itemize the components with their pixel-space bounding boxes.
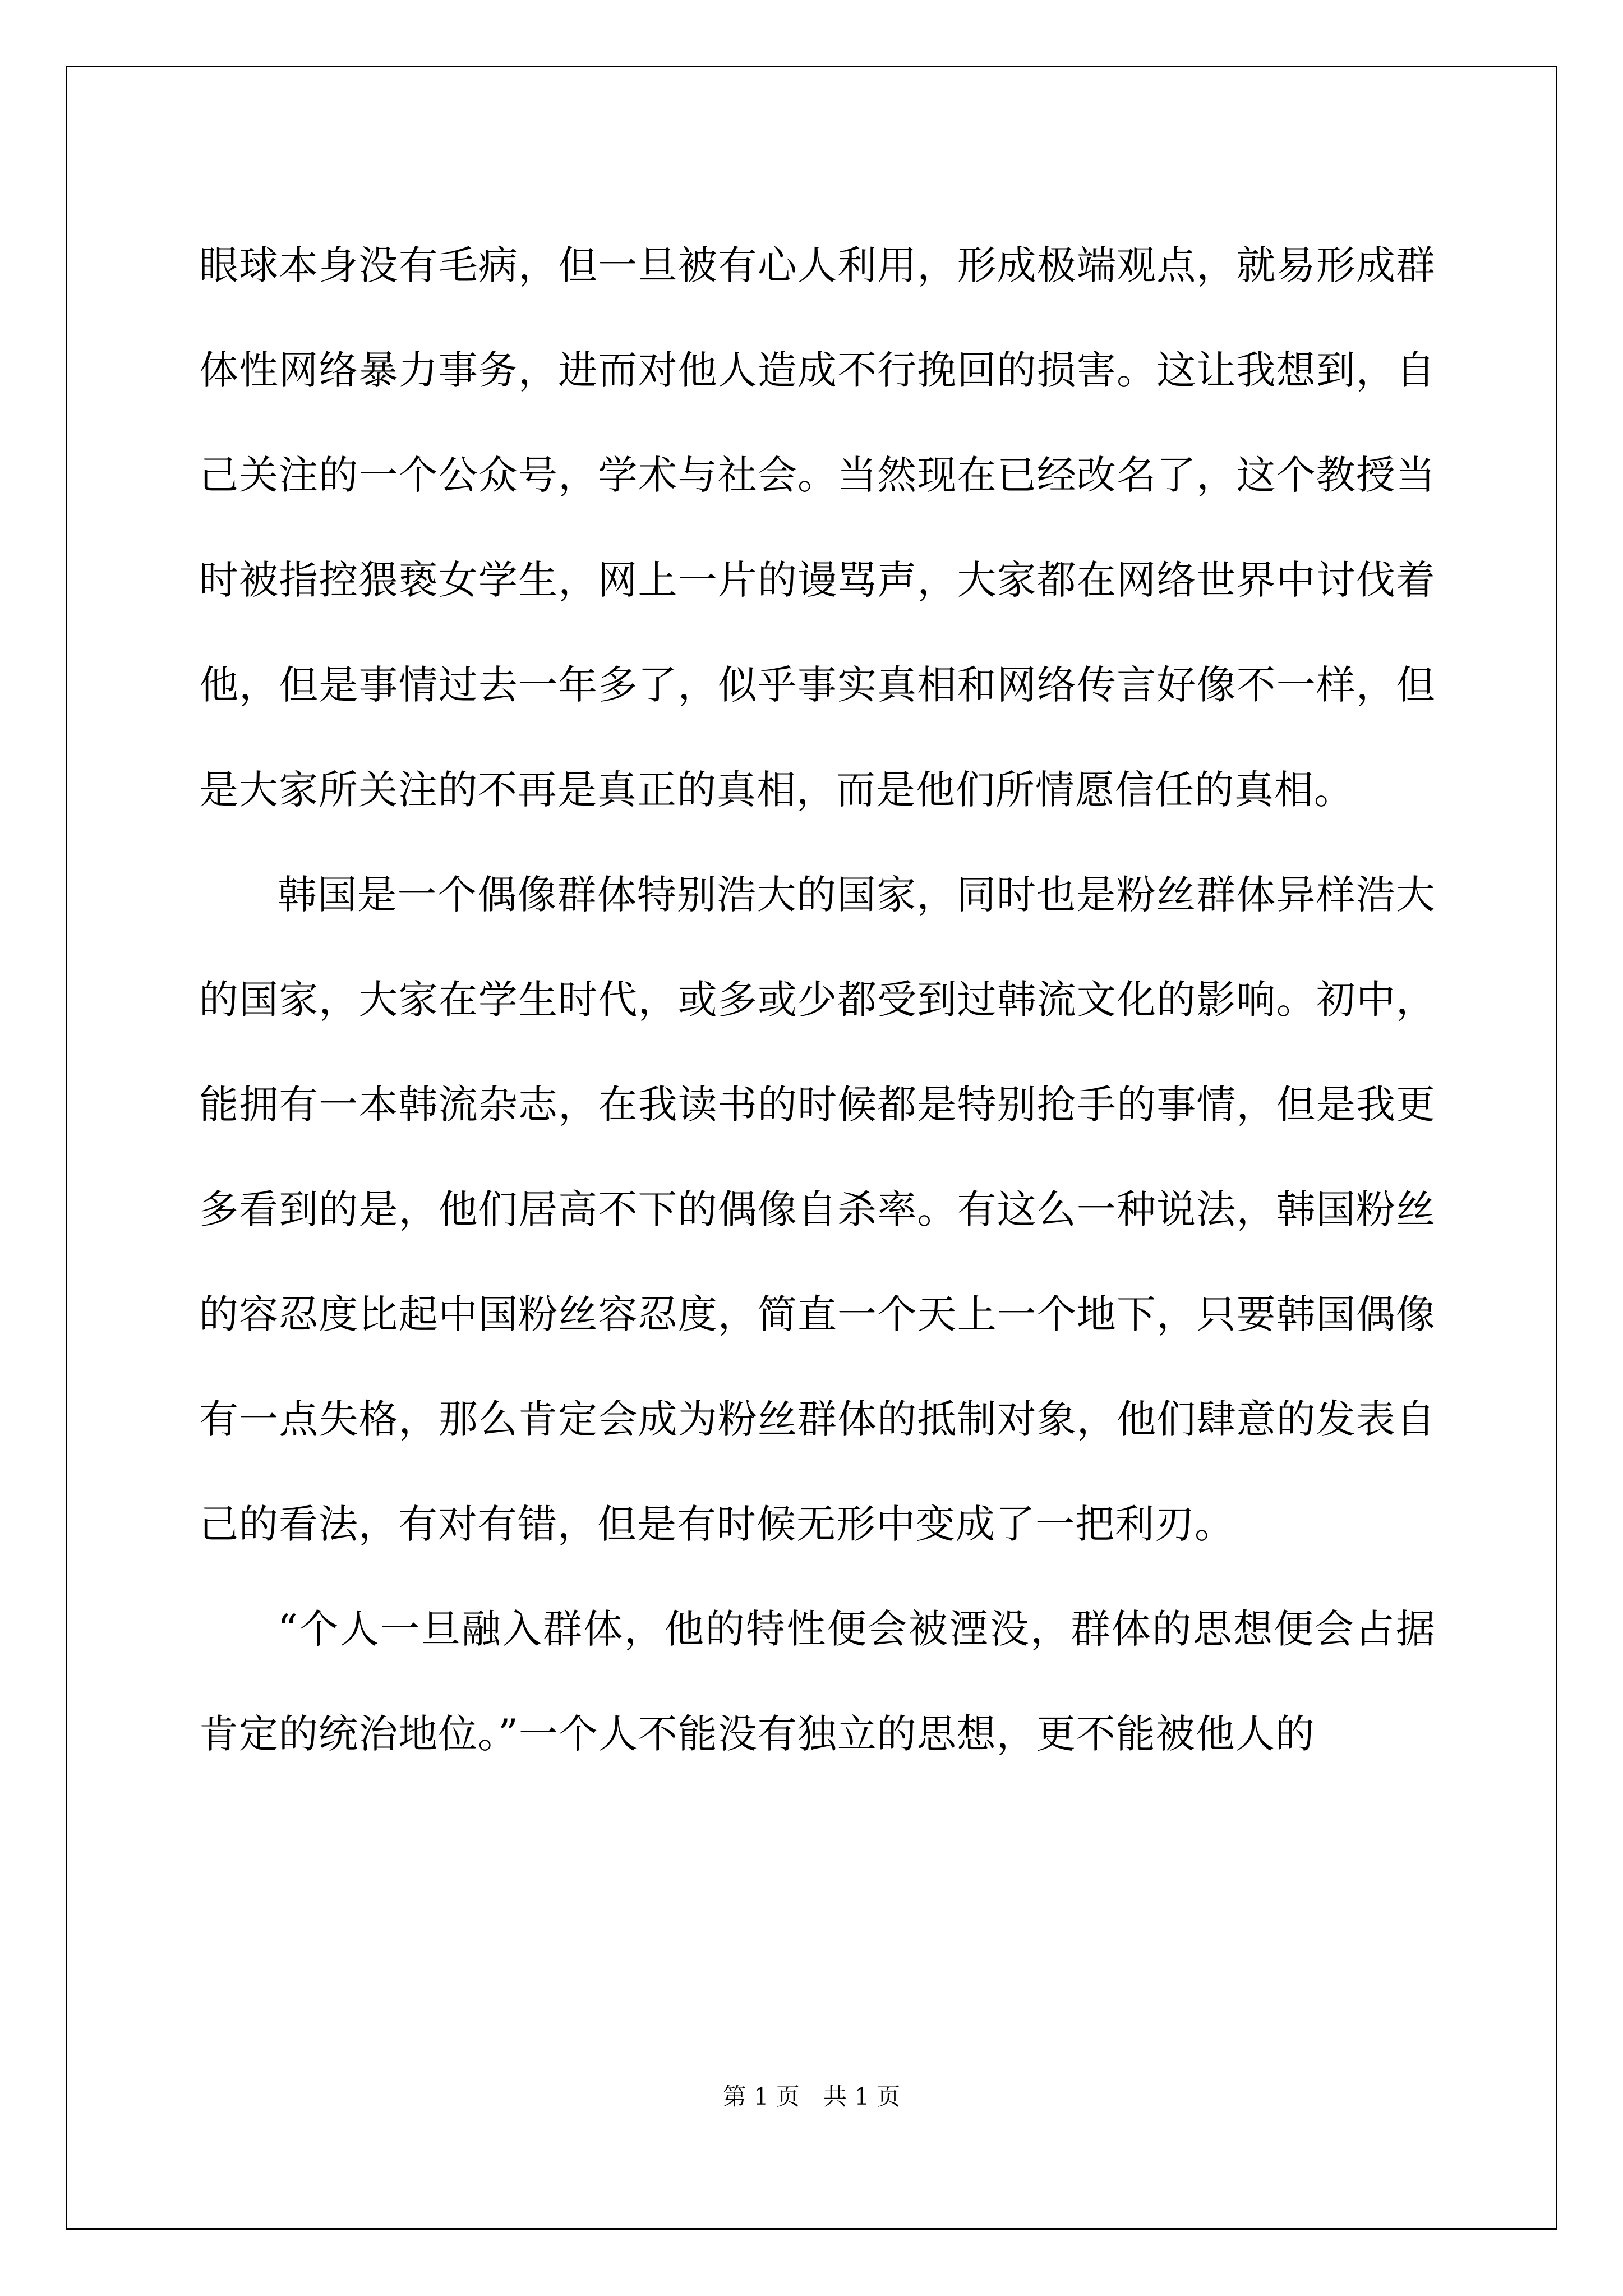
document-body <box>199 213 1436 1787</box>
page-footer: 第 1 页 共 1 页 <box>722 2083 901 2110</box>
paragraph-1: 眼球本身没有毛病，但一旦被有心人利用，形成极端观点，就易形成群体性网络暴力事务，进而对他人造成不行挽回的损害。这让我想到，自己关注的一个公众号，学术与社会。当然现在已经改名了，这个教授当时被指控猥亵女学生，网上一片的谩骂声，大家都在网络世界中讨伐着他，但是事情过去一年多了，似乎事实真相和网络传言好像不一样，但是大家所关注的不再是真正的真相，而是他们所情愿信任的真相。 <box>199 242 1436 813</box>
paragraph-2: 韩国是一个偶像群体特别浩大的国家，同时也是粉丝群体异样浩大的国家，大家在学生时代，或多或少都受到过韩流文化的影响。初中，能拥有一本韩流杂志，在我读书的时候都是特别抢手的事情，但是我更多看到的是，他们居高不下的偶像自杀率。有这么一种说法，韩国粉丝的容忍度比起中国粉丝容忍度，简直一个天上一个地下，只要韩国偶像有一点失格，那么肯定会成为粉丝群体的抵制对象，他们肆意的发表自己的看法，有对有错，但是有时候无形中变成了一把利刃。 <box>199 872 1436 1547</box>
paragraph-3: “个人一旦融入群体，他的特性便会被湮没，群体的思想便会占据肯定的统治地位。”一个人不能没有独立的思想，更不能被他人的 <box>199 1606 1436 1757</box>
